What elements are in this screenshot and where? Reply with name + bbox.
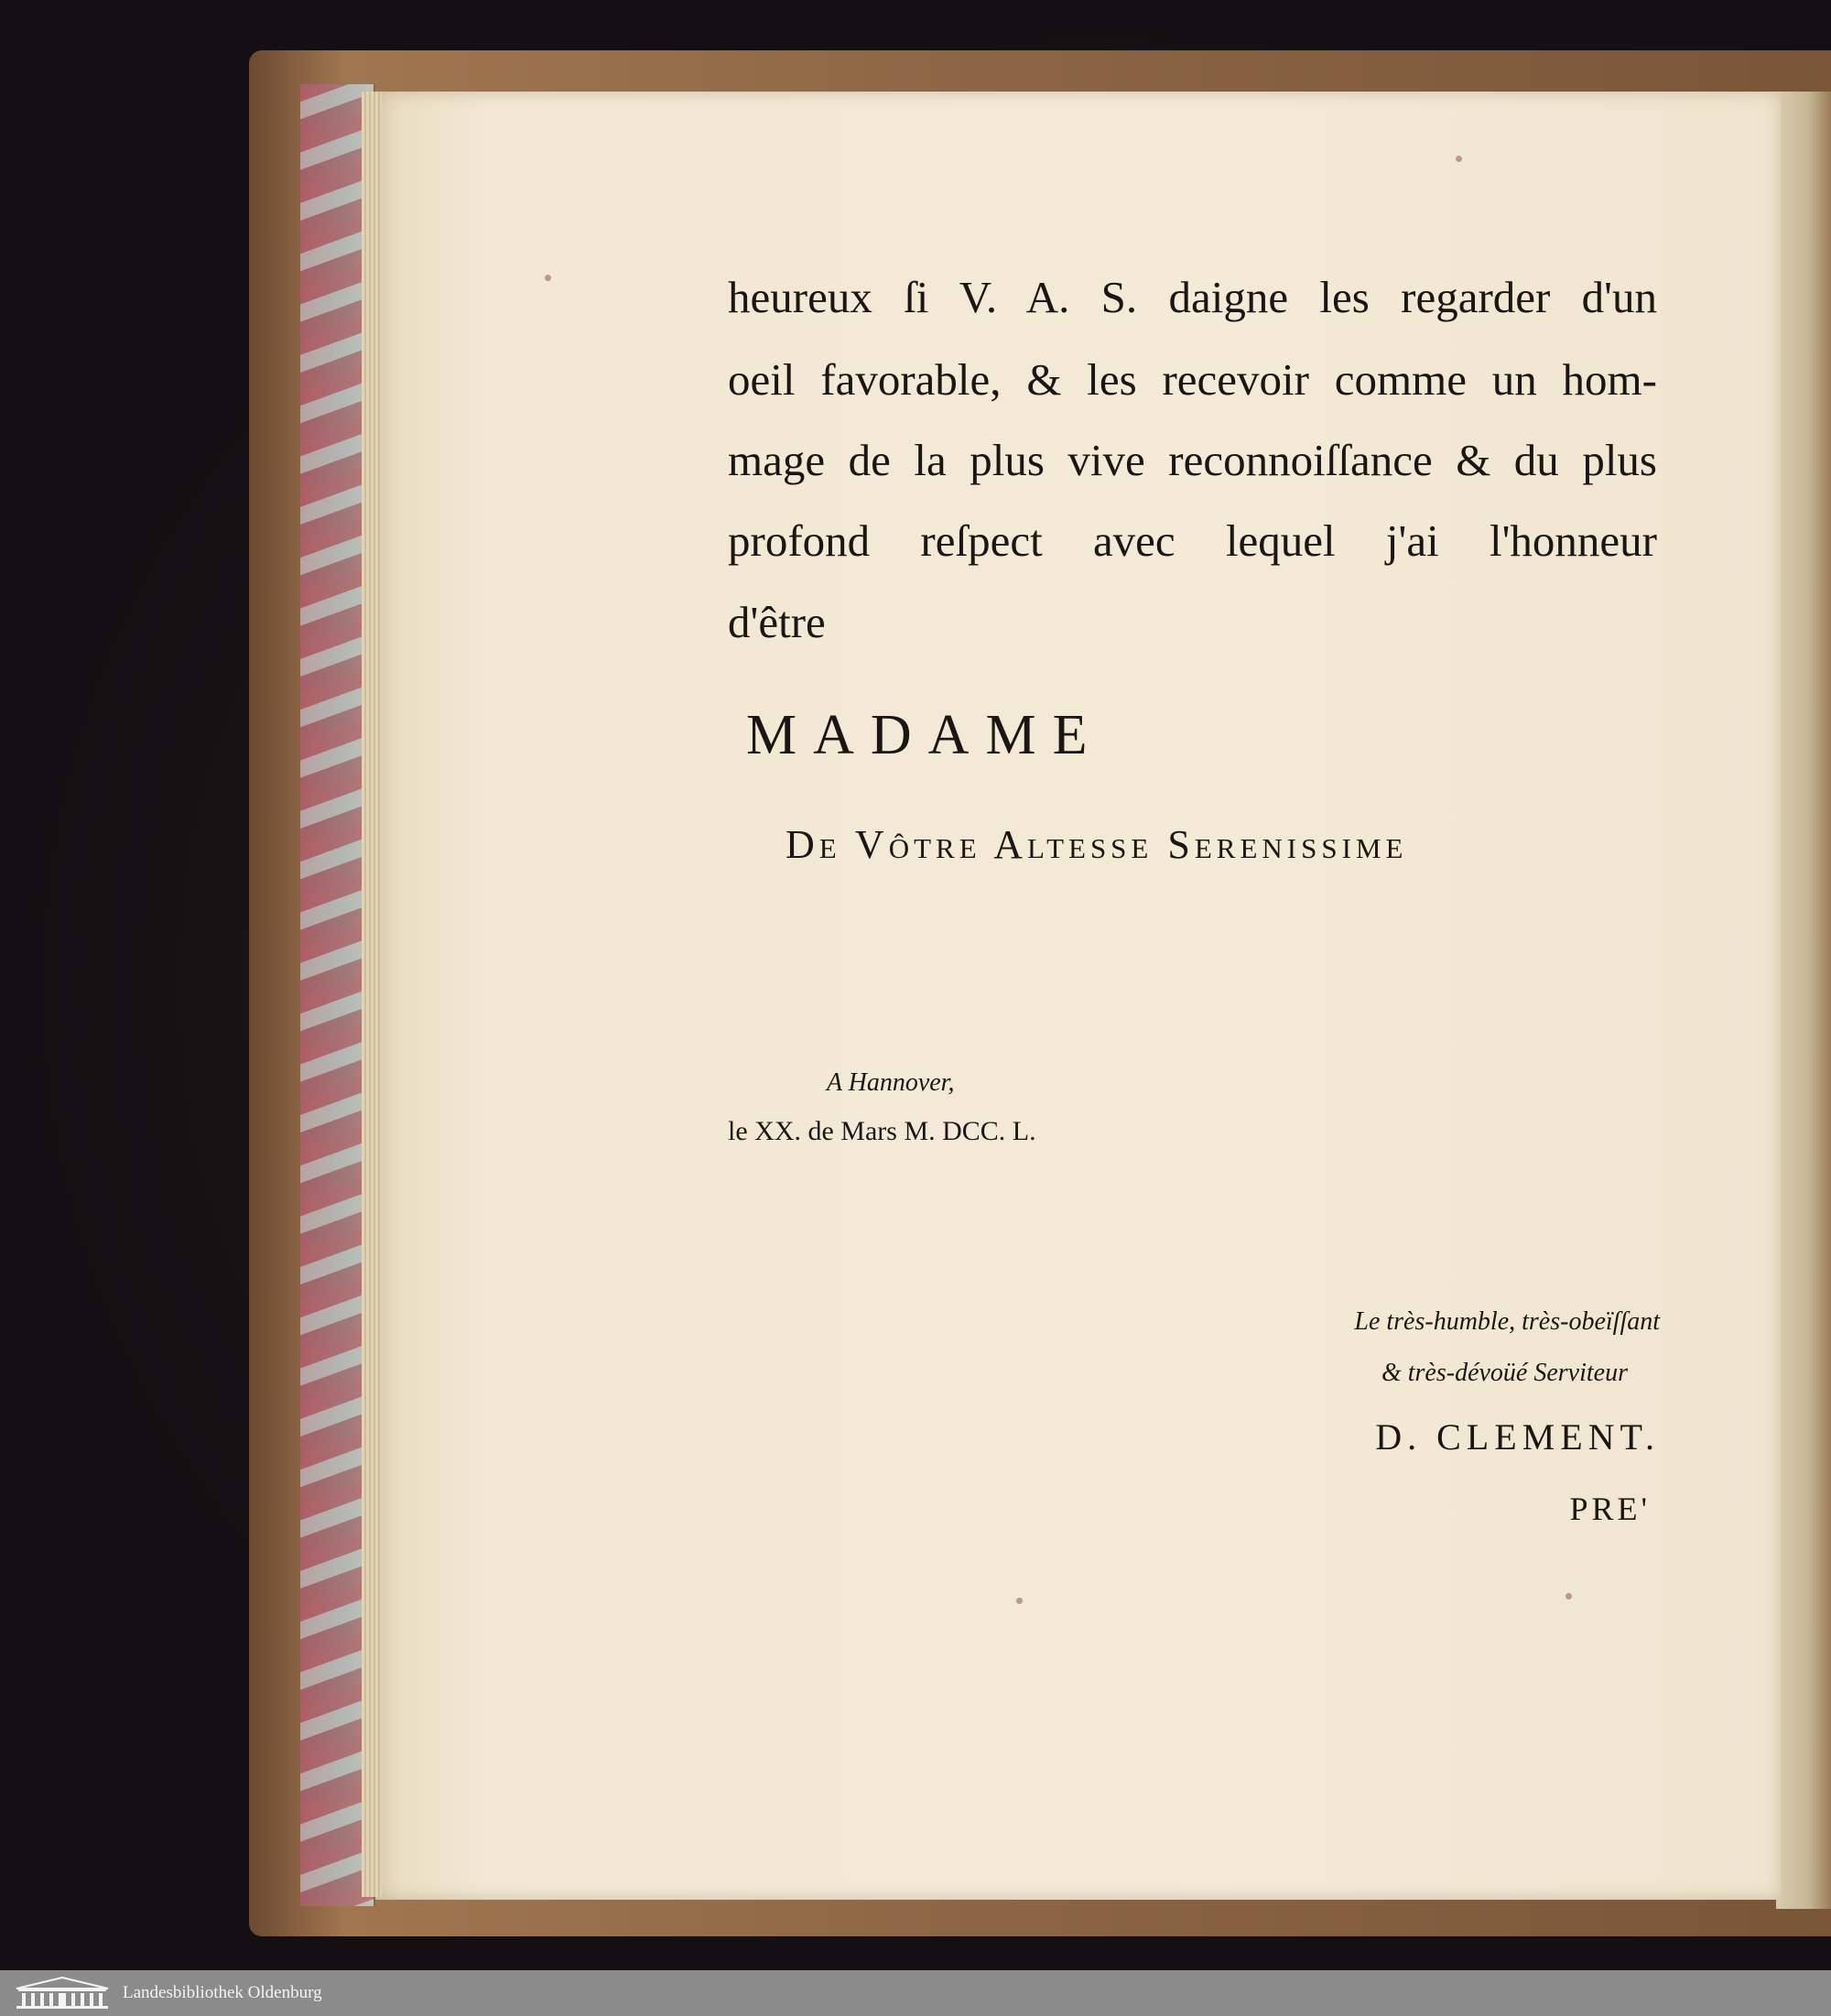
- salutation-heading: MADAME: [746, 704, 1104, 766]
- page-speck: [1016, 1598, 1023, 1604]
- date-line: le XX. de Mars M. DCC. L.: [728, 1116, 1036, 1146]
- page-speck: [545, 275, 551, 281]
- footer-bar: [0, 1970, 1831, 2016]
- body-text-line: mage de la plus vive reconnoiſſance & du plus: [728, 435, 1657, 485]
- page-speck: [1456, 156, 1462, 162]
- library-building-icon: [13, 1976, 112, 2011]
- closing-formula-line-1: Le très-humble, très-obeïſſant: [1354, 1307, 1660, 1336]
- body-text-line: heureux ſi V. A. S. daigne les regarder d'un: [728, 272, 1657, 322]
- place-line: A Hannover,: [827, 1068, 955, 1097]
- closing-formula-line-2: & très-dévoüé Serviteur: [1381, 1359, 1628, 1387]
- signature: D. CLEMENT.: [1375, 1416, 1660, 1458]
- page-block-edge: [1776, 92, 1831, 1909]
- title-line: De Vôtre Altesse Serenissime: [785, 822, 1408, 867]
- body-text-line: oeil favorable, & les recevoir comme un hom-: [728, 354, 1657, 405]
- page-stack-edge: [362, 92, 382, 1897]
- catchword: PRE': [1569, 1490, 1651, 1527]
- body-text-line: d'être: [728, 597, 826, 647]
- institution-name: Landesbibliothek Oldenburg: [123, 1983, 322, 2002]
- page-speck: [1566, 1593, 1572, 1599]
- body-text-line: profond reſpect avec lequel j'ai l'honneur: [728, 515, 1657, 566]
